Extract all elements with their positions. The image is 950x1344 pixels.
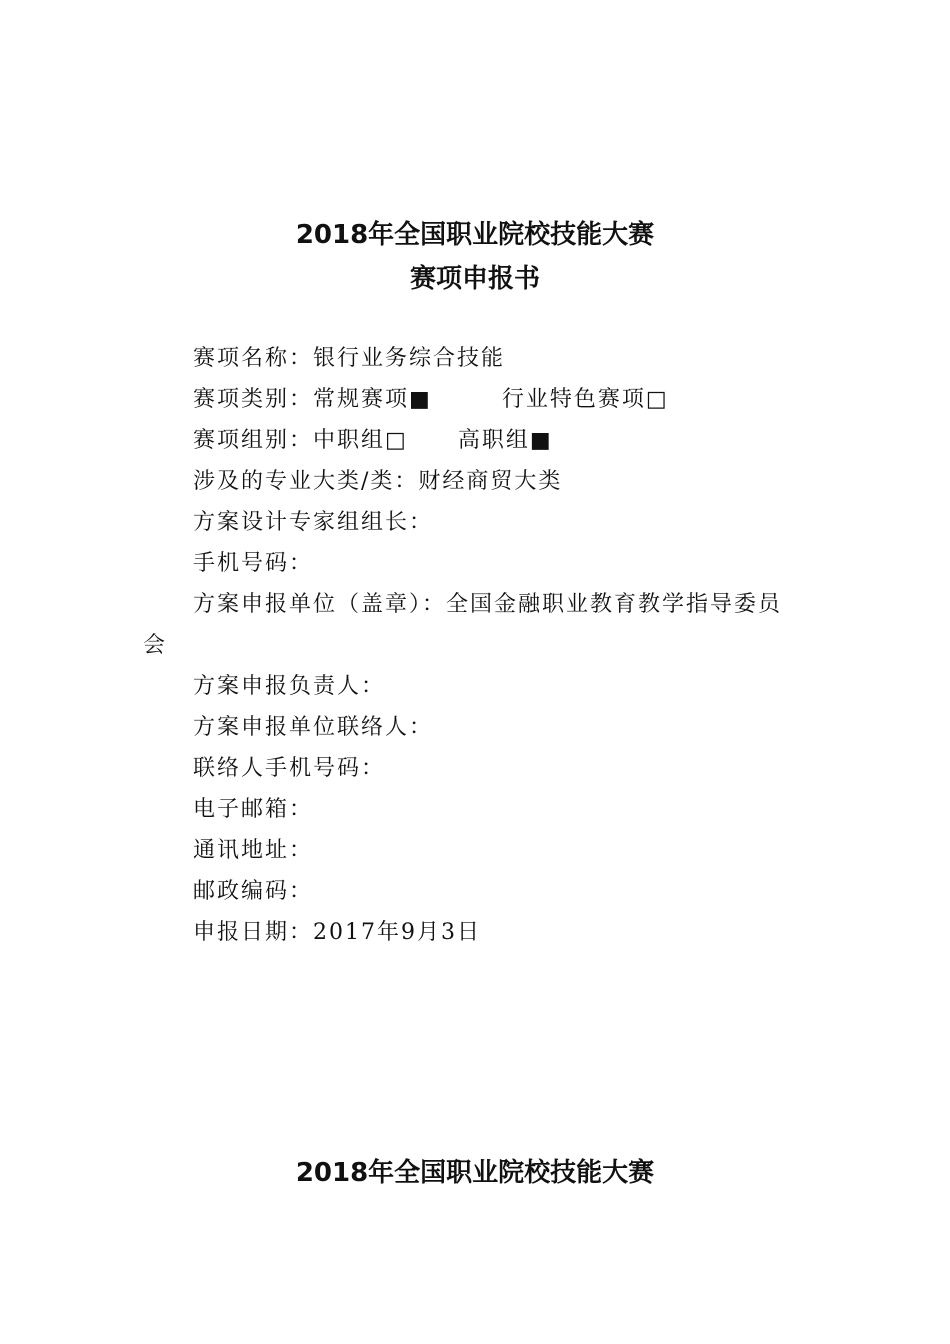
- field-responsible: 方案申报负责人：: [193, 674, 386, 699]
- document-title: 2018年全国职业院校技能大赛: [295, 220, 655, 250]
- field-date: 申报日期：2017年9月3日: [193, 920, 481, 945]
- field-postcode: 邮政编码：: [193, 879, 314, 904]
- field-email: 电子邮箱：: [193, 797, 314, 822]
- category-label: 赛项类别：常规赛项: [193, 387, 410, 412]
- document-subtitle: 赛项申报书: [409, 264, 540, 294]
- field-event-name: 赛项名称：银行业务综合技能: [193, 346, 506, 371]
- field-contact: 方案申报单位联络人：: [193, 715, 434, 740]
- field-event-category: [193, 385, 669, 415]
- category-industry-label: 行业特色赛项: [501, 387, 646, 412]
- group-higher-checkbox: ■: [529, 428, 553, 453]
- field-major: 涉及的专业大类/类：财经商贸大类: [193, 469, 563, 494]
- field-contact-phone: 联络人手机号码：: [193, 756, 386, 781]
- field-event-group: [193, 426, 553, 456]
- group-higher-label: 高职组: [457, 428, 530, 453]
- category-industry-checkbox: □: [645, 387, 669, 412]
- next-page-title: 2018年全国职业院校技能大赛: [295, 1158, 655, 1188]
- group-secondary-checkbox: □: [385, 428, 408, 453]
- field-phone: 手机号码：: [193, 551, 314, 576]
- field-expert-leader: 方案设计专家组组长：: [193, 510, 434, 535]
- field-address: 通讯地址：: [193, 838, 314, 863]
- category-regular-checkbox: ■: [409, 387, 432, 412]
- field-unit: 方案申报单位（盖章）：全国金融职业教育教学指导委员: [193, 592, 783, 617]
- field-unit-continued: 会: [143, 633, 168, 658]
- group-label: 赛项组别：中职组: [193, 428, 386, 453]
